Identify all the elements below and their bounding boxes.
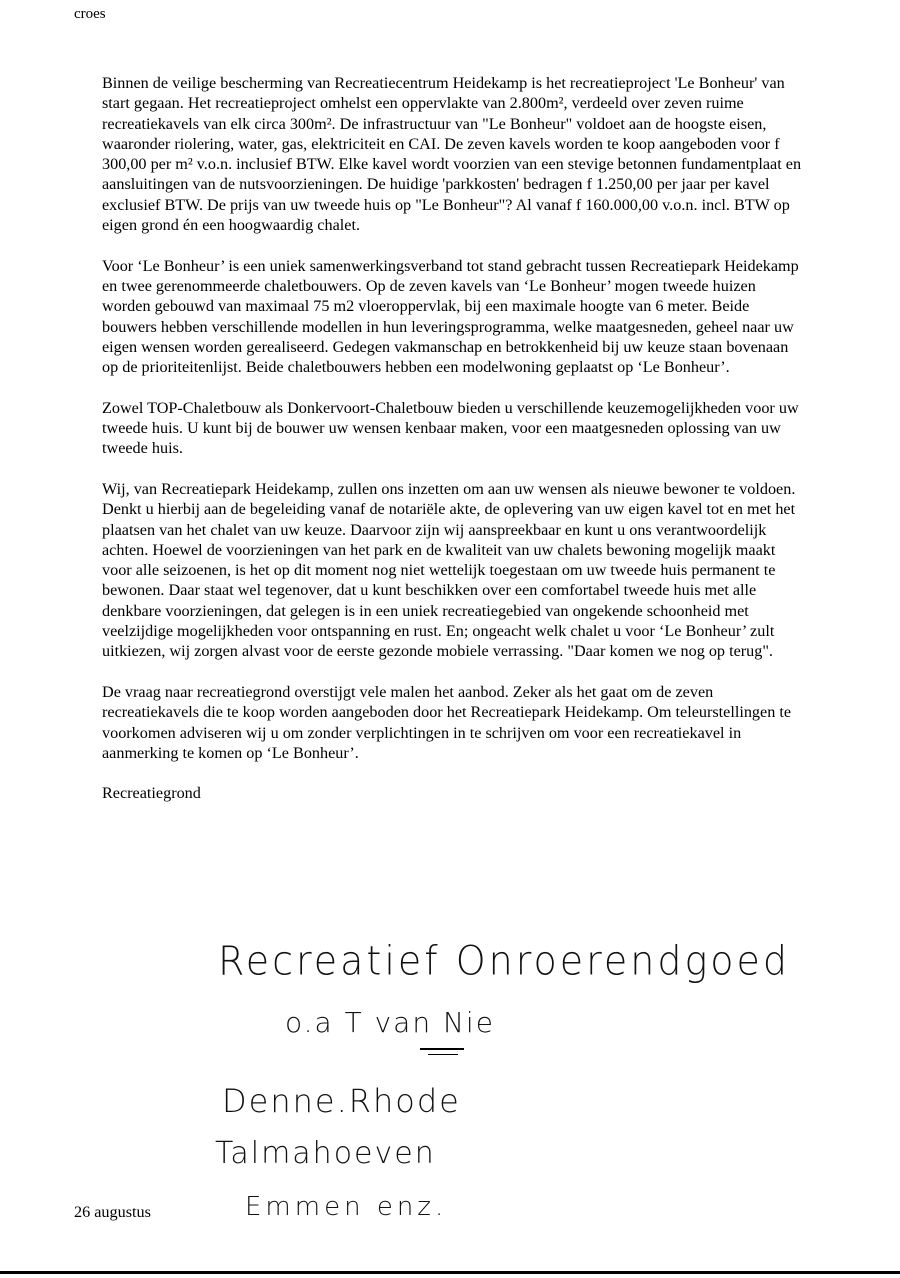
paragraph-services: Wij, van Recreatiepark Heidekamp, zullen ons inzetten om aan uw wensen als nieuwe bewoner te voldoen. Denkt u hierbij aan de begeleiding vanaf de notariële akte, de oplevering van uw eigen kavel tot en met het plaatsen van het chalet van uw keuze. Daarvoor zijn wij aanspreekbaar en kunt u ons verantwoordelijk achten. Hoewel de voorzieningen van het park en de kwaliteit van uw chalets bewoning mogelijk maakt voor alle seizoenen, is het op dit moment nog niet wettelijk toegestaan om uw tweede huis permanent te bewonen. Daar staat wel tegenover, dat u kunt beschikken over een comfortabel tweede huis met alle denkbare voorzieningen, dat gelegen is in een uniek recreatiegebied van ongekende schoonheid met veelzijdige mogelijkheden voor ontspanning en rust. En; ongeacht welk chalet u voor ‘Le Bonheur’ zult uitkiezen, wij zorgen alvast voor de eerste gezonde mobiele verrassing. "Daar komen we nog op terug". (102, 479, 796, 661)
letter-body (102, 73, 807, 804)
handwritten-line-5: Emmen enz. (245, 1192, 448, 1222)
paragraph-demand: De vraag naar recreatiegrond overstijgt vele malen het aanbod. Zeker als het gaat om de zeven recreatiekavels die te koop worden aangeboden door het Recreatiepark Heidekamp. Om teleurstellingen te voorkomen adviseren wij u om zonder verplichtingen in te schrijven om voor een recreatiekavel in aanmerking te komen op ‘Le Bonheur’. (102, 682, 792, 762)
paragraph-collaboration: Voor ‘Le Bonheur’ is een uniek samenwerkingsverband tot stand gebracht tussen Recreatiepark Heidekamp en twee gerenommeerde chaletbouwers. Op de zeven kavels van ‘Le Bonheur’ mogen tweede huizen worden gebouwd van maximaal 75 m2 vloeroppervlak, bij een maximale hoogte van 6 meter. Beide bouwers hebben verschillende modellen in hun leveringsprogramma, welke maatgesneden, geheel naar uw eigen wensen worden gerealiseerd. Gedegen vakmanschap en betrokkenheid bij uw keuze staan bovenaan op de prioriteitenlijst. Beide chaletbouwers hebben een modelwoning geplaatst op ‘Le Bonheur’. (102, 256, 799, 377)
handwritten-line-3: Denne.Rhode (222, 1082, 461, 1120)
handwritten-line-4: Talmahoeven (215, 1136, 436, 1171)
page-bottom-rule (0, 1271, 900, 1274)
handwritten-line-2: o.a T van Nie (285, 1006, 495, 1039)
paragraph-intro: Binnen de veilige bescherming van Recreatiecentrum Heidekamp is het recreatieproject 'Le Bonheur' van start gegaan. Het recreatieproject omhelst een oppervlakte van 2.800m², verdeeld over zeven ruime recreatiekavels van elk circa 300m². De infrastructuur van "Le Bonheur" voldoet aan de hoogste eisen, waaronder riolering, water, gas, elektriciteit en CAI. De zeven kavels worden te koop aangeboden voor f 300,00 per m² v.o.n. inclusief BTW. Elke kavel wordt voorzien van een stevige betonnen fundamentplaat en aansluitingen van de nutsvoorzieningen. De huidige 'parkkosten' bedragen f 1.250,00 per jaar per kavel exclusief BTW. De prijs van uw tweede huis op "Le Bonheur"? Al vanaf f 160.000,00 v.o.n. incl. BTW op eigen grond én een hoogwaardig chalet. (102, 74, 802, 235)
header-name: croes (74, 6, 106, 22)
letter-date: 26 augustus (74, 1203, 151, 1221)
handwritten-underline (420, 1048, 464, 1050)
handwritten-underline-secondary (428, 1054, 458, 1055)
paragraph-builders: Zowel TOP-Chaletbouw als Donkervoort-Chaletbouw bieden u verschillende keuzemogelijkheden voor uw tweede huis. U kunt bij de bouwer uw wensen kenbaar maken, voor een maatgesneden oplossing van uw tweede huis. (102, 398, 799, 458)
signoff: Recreatiegrond (102, 784, 201, 803)
handwritten-line-1: Recreatief Onroerendgoed (218, 937, 791, 984)
